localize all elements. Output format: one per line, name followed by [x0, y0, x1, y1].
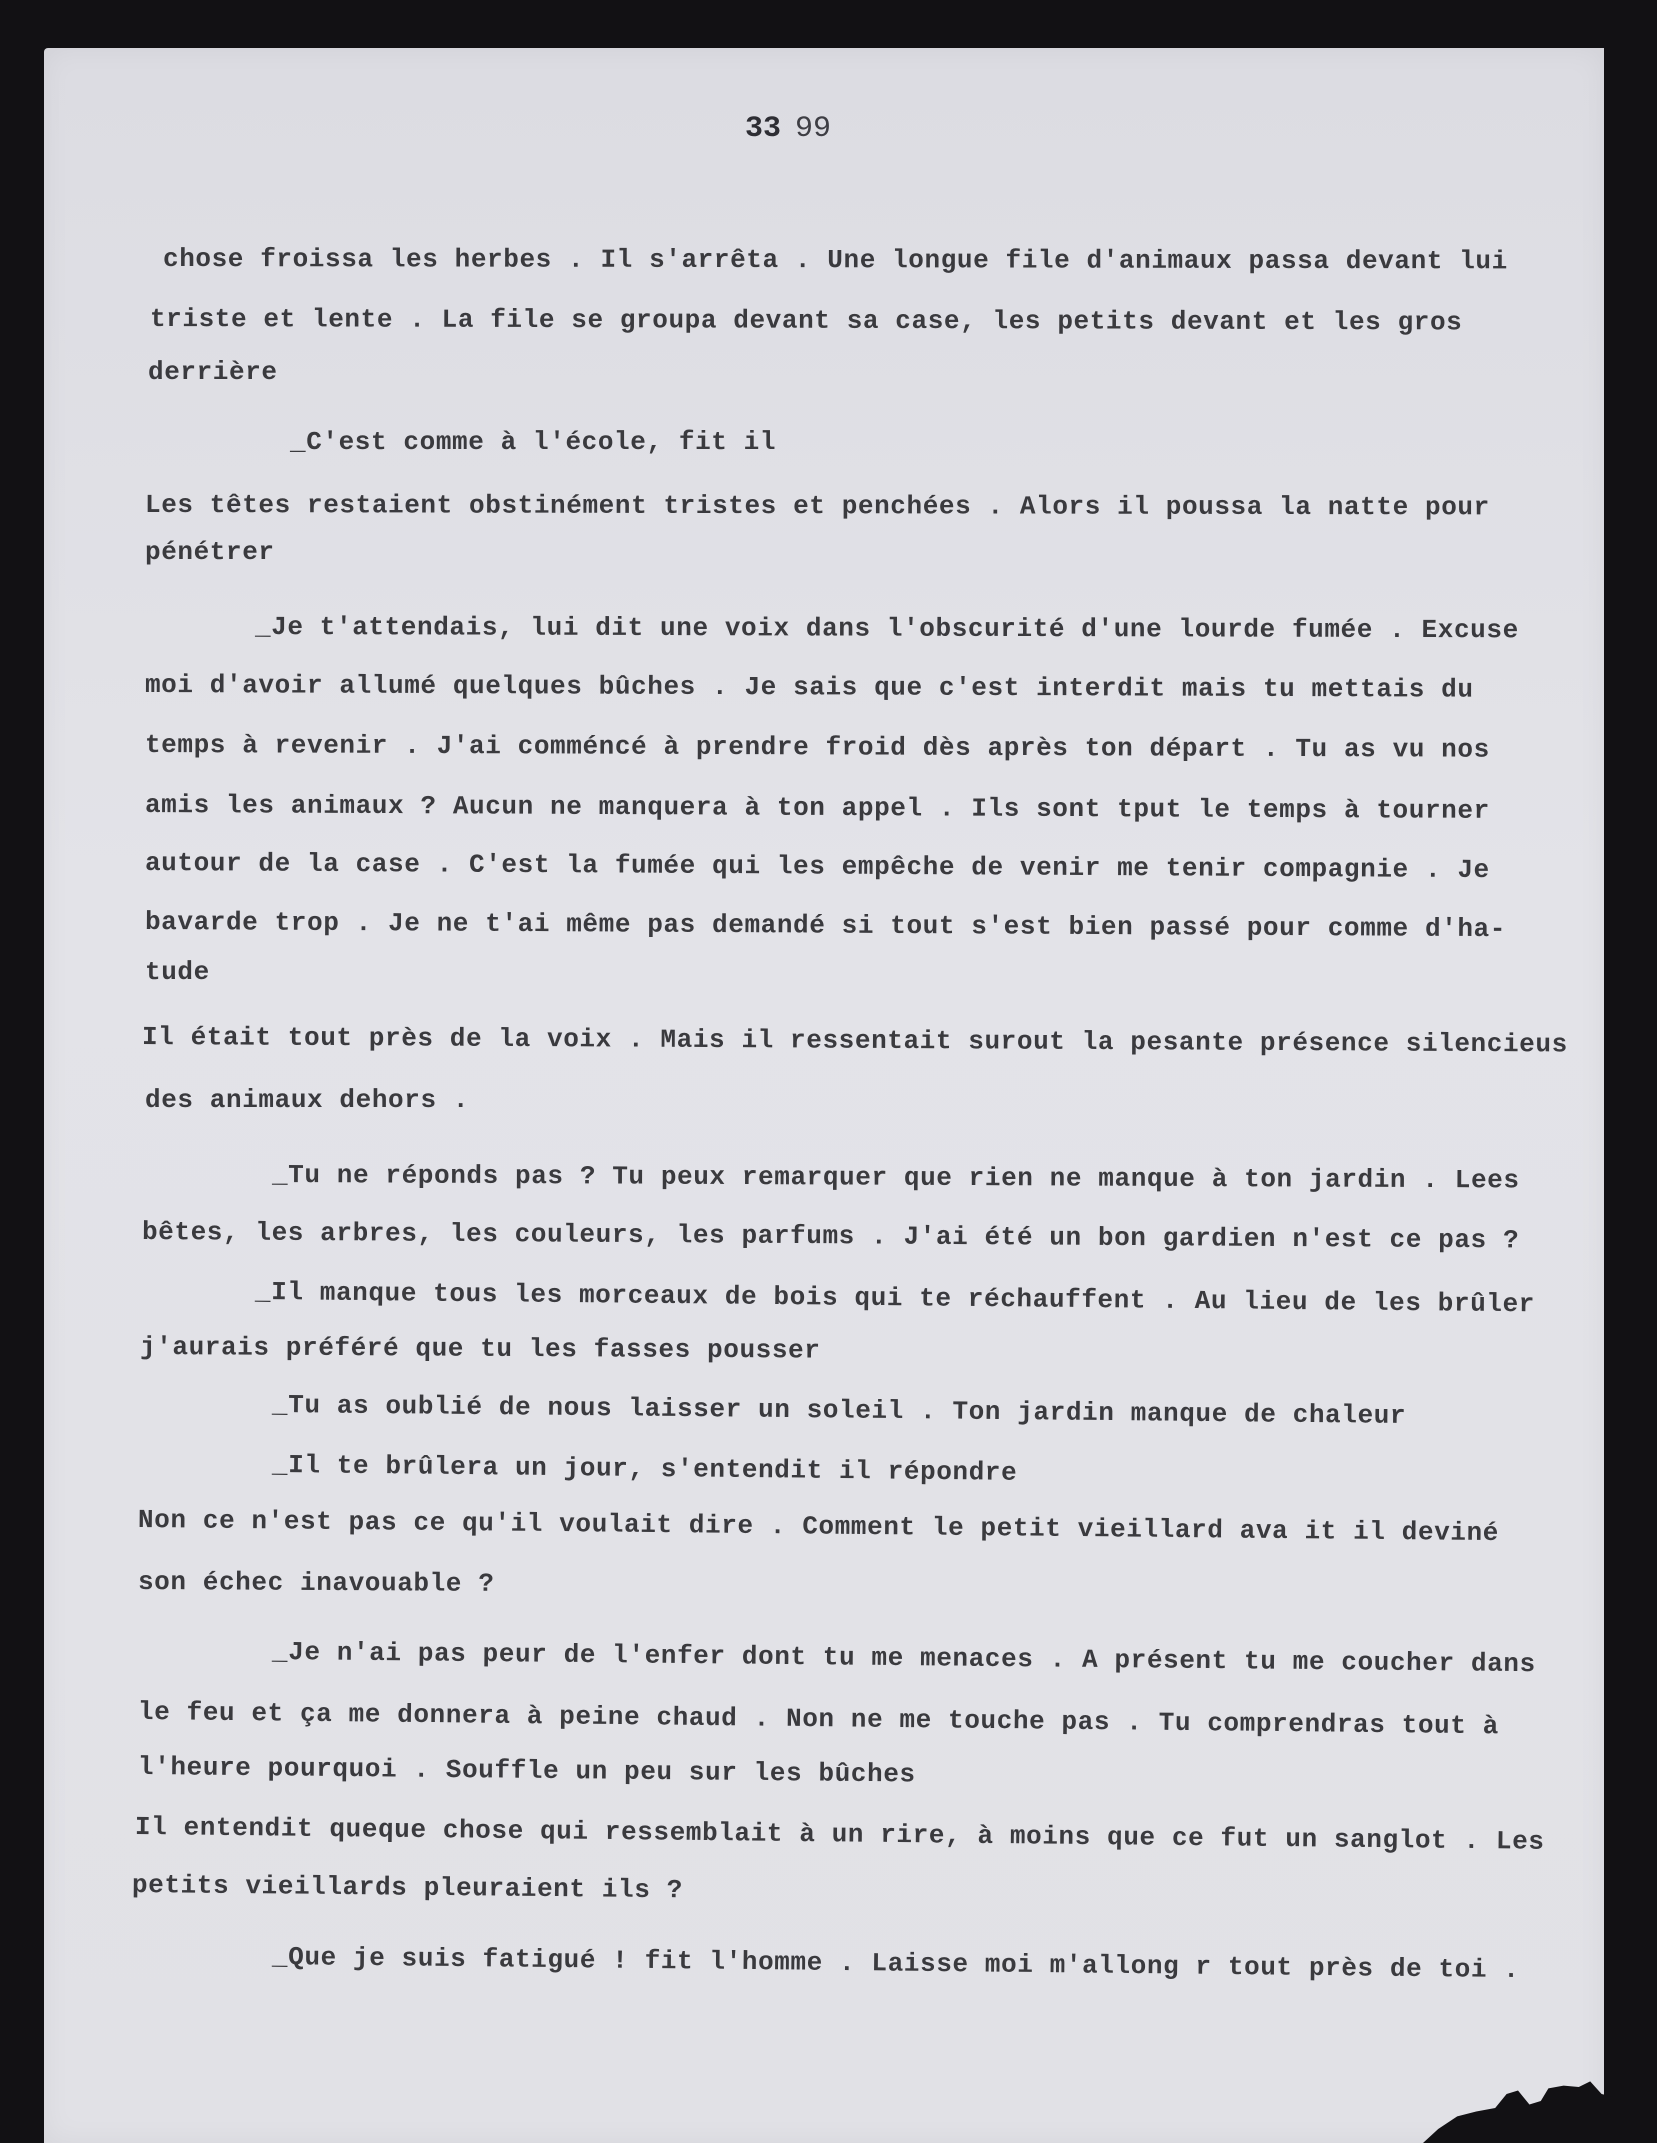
text-line: petits vieillards pleuraient ils ?	[131, 1870, 684, 1906]
text-line: autour de la case . C'est la fumée qui les empêche de venir me tenir compagnie . Je	[144, 848, 1490, 886]
text-line: j'aurais préféré que tu les fasses pousser	[139, 1332, 821, 1366]
text-line: Il était tout près de la voix . Mais il ressentait surout la pesante présence silencieus	[141, 1022, 1568, 1060]
text-line: _Que je suis fatigué ! fit l'homme . Laisse moi m'allong r tout près de toi .	[271, 1942, 1520, 1986]
text-line: Il entendit queque chose qui ressemblait à un rire, à moins que ce fut un sanglot . Les	[134, 1812, 1545, 1857]
text-line: _Il manque tous les morceaux de bois qui te réchauffent . Au lieu de les brûler	[254, 1277, 1536, 1320]
text-line: amis les animaux ? Aucun ne manquera à ton appel . Ils sont tput le temps à tourner	[144, 790, 1490, 826]
text-line: tude	[145, 957, 210, 987]
text-line: Les têtes restaient obstinément tristes et penchées . Alors il poussa la natte pour	[144, 490, 1490, 523]
text-line: _Il te brûlera un jour, s'entendit il répondre	[271, 1450, 1018, 1488]
text-line: derrière	[148, 357, 278, 387]
current-page-number: 99	[795, 112, 832, 146]
text-line: bavarde trop . Je ne t'ai même pas demandé si tout s'est bien passé pour comme d'ha-	[144, 907, 1507, 945]
text-line: son échec inavouable ?	[137, 1567, 495, 1599]
text-line: Non ce n'est pas ce qu'il voulait dire . Comment le petit vieillard ava it il deviné	[137, 1505, 1500, 1549]
text-line: _C'est comme à l'école, fit il	[290, 427, 777, 457]
text-line: l'heure pourquoi . Souffle un peu sur les bûches	[137, 1752, 916, 1790]
text-line: pénétrer	[145, 537, 275, 567]
text-line: _Tu as oublié de nous laisser un soleil . Ton jardin manque de chaleur	[271, 1390, 1407, 1431]
text-line: _Je t'attendais, lui dit une voix dans l'obscurité d'une lourde fumée . Excuse	[254, 612, 1519, 646]
text-line: chose froissa les herbes . Il s'arrêta . Une longue file d'animaux passa devant lui	[162, 244, 1508, 277]
text-line: _Tu ne réponds pas ? Tu peux remarquer que rien ne manque à ton jardin . Lees	[271, 1160, 1520, 1196]
text-line: le feu et ça me donnera à peine chaud . Non ne me touche pas . Tu comprendras tout à	[137, 1697, 1500, 1742]
text-line: _Je n'ai pas peur de l'enfer dont tu me menaces . A présent tu me coucher dans	[271, 1637, 1536, 1680]
struck-page-number: 33	[745, 112, 782, 146]
text-line: moi d'avoir allumé quelques bûches . Je sais que c'est interdit mais tu mettais du	[144, 670, 1474, 705]
text-line: temps à revenir . J'ai comméncé à prendre froid dès après ton départ . Tu as vu nos	[144, 730, 1490, 765]
text-line: des animaux dehors .	[145, 1085, 470, 1115]
page-number	[745, 112, 831, 146]
text-line: triste et lente . La file se groupa devant sa case, les petits devant et les gros	[149, 304, 1463, 338]
text-line: bêtes, les arbres, les couleurs, les parfums . J'ai été un bon gardien n'est ce pas ?	[141, 1217, 1520, 1256]
